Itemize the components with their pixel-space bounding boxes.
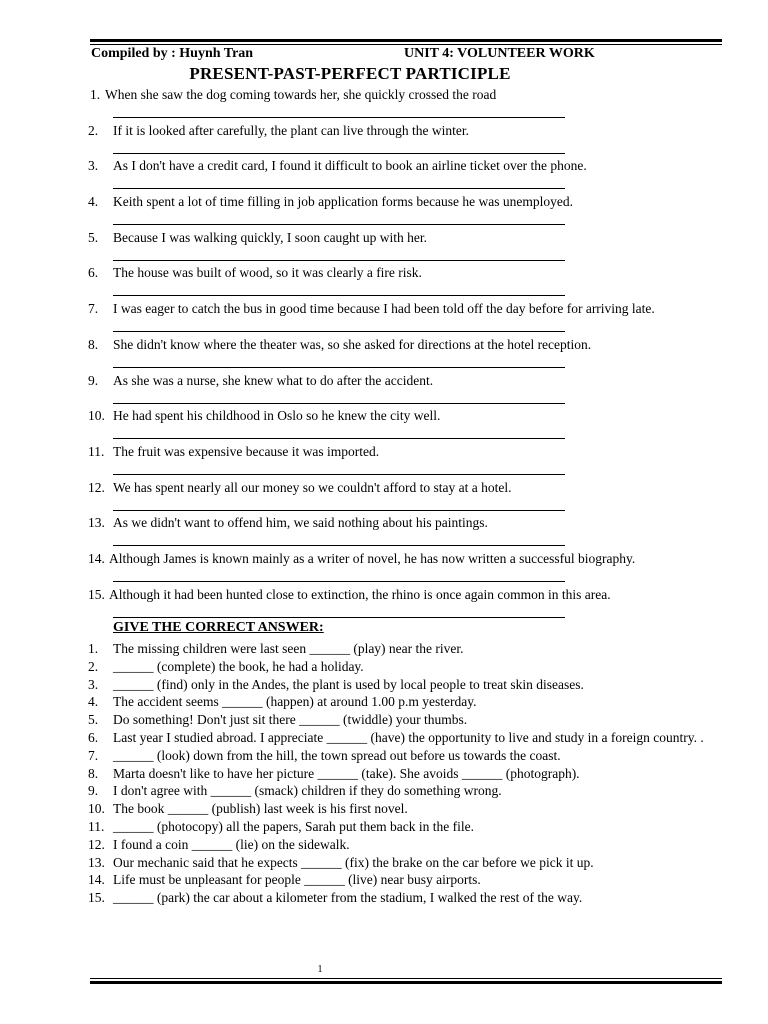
exercise-item — [88, 407, 728, 443]
item-sentence: She didn't know where the theater was, so she asked for directions at the hotel reception. — [113, 336, 592, 352]
item-sentence: The fruit was expensive because it was imported. — [113, 443, 380, 459]
answer-item — [88, 729, 710, 747]
item-sentence: The house was built of wood, so it was clearly a fire risk. — [113, 265, 422, 281]
item-sentence: Although it had been hunted close to extinction, the rhino is once again common in this area. — [109, 586, 611, 602]
exercise-item — [88, 86, 728, 122]
item-number: 12. — [88, 479, 105, 495]
bottom-rule-thin — [90, 978, 722, 979]
answer-line[interactable] — [113, 117, 565, 118]
item-sentence: The accident seems ______ (happen) at around 1.00 p.m yesterday. — [113, 694, 477, 710]
answer-line[interactable] — [113, 438, 565, 439]
item-number: 13. — [88, 515, 105, 531]
item-number: 2. — [88, 658, 99, 674]
item-number: 5. — [88, 712, 99, 728]
top-rule-thick — [90, 39, 722, 42]
answer-item — [88, 711, 710, 729]
item-sentence: Although James is known mainly as a writer of novel, he has now written a successful biography. — [109, 550, 636, 566]
item-number: 4. — [88, 694, 99, 710]
item-sentence: ______ (park) the car about a kilometer from the stadium, I walked the rest of the way. — [113, 890, 583, 906]
answer-line[interactable] — [113, 510, 565, 511]
item-number: 6. — [88, 265, 99, 281]
page-title: PRESENT-PAST-PERFECT PARTICIPLE — [189, 64, 511, 83]
item-sentence: Marta doesn't like to have her picture ______ (take). She avoids ______ (photograph). — [113, 765, 580, 781]
answer-item — [88, 676, 710, 694]
exercise-item — [88, 122, 728, 158]
unit-title: UNIT 4: VOLUNTEER WORK — [404, 46, 595, 61]
item-sentence: Our mechanic said that he expects ______ (fix) the brake on the car before we pick it up. — [113, 854, 594, 870]
answer-line[interactable] — [113, 474, 565, 475]
top-rule-thin — [90, 44, 722, 45]
item-number: 1. — [88, 641, 99, 656]
answer-line[interactable] — [113, 188, 565, 189]
item-sentence: Keith spent a lot of time filling in job application forms because he was unemployed. — [113, 194, 574, 210]
item-sentence: I was eager to catch the bus in good time because I had been told off the day before for arriving late. — [113, 301, 655, 317]
answer-item — [88, 658, 710, 676]
answer-line[interactable] — [113, 295, 565, 296]
exercise-item — [88, 157, 728, 193]
item-sentence: Life must be unpleasant for people ______ (live) near busy airports. — [113, 872, 481, 888]
item-number: 11. — [88, 818, 105, 834]
compiled-by: Compiled by : Huynh Tran — [91, 46, 254, 61]
answer-item — [88, 800, 710, 818]
answer-item — [88, 640, 710, 658]
answer-item — [88, 818, 710, 836]
exercise-item — [88, 300, 728, 336]
answer-line[interactable] — [113, 153, 565, 154]
item-number: 3. — [88, 676, 99, 692]
answer-line[interactable] — [113, 581, 565, 582]
item-number: 15. — [88, 586, 105, 602]
item-sentence: He had spent his childhood in Oslo so he knew the city well. — [113, 408, 441, 424]
page-number: 1 — [317, 964, 323, 975]
item-number: 11. — [88, 443, 105, 459]
item-sentence: When she saw the dog coming towards her, she quickly crossed the road — [105, 87, 497, 102]
exercise-item — [88, 550, 728, 586]
answer-item — [88, 765, 710, 783]
item-sentence: As she was a nurse, she knew what to do after the accident. — [113, 372, 434, 388]
item-number: 9. — [88, 783, 99, 799]
answer-line[interactable] — [113, 331, 565, 332]
item-number: 1. — [90, 87, 101, 102]
item-number: 14. — [88, 550, 105, 566]
item-number: 13. — [88, 854, 105, 870]
item-sentence: ______ (complete) the book, he had a holiday. — [113, 658, 364, 674]
exercise-item — [88, 372, 728, 408]
item-sentence: If it is looked after carefully, the plant can live through the winter. — [113, 122, 470, 138]
item-sentence: ______ (find) only in the Andes, the plant is used by local people to treat skin diseases. — [113, 676, 584, 692]
item-number: 10. — [88, 408, 105, 424]
item-number: 12. — [88, 836, 105, 852]
item-number: 3. — [88, 158, 99, 174]
answer-line[interactable] — [113, 260, 565, 261]
answer-line[interactable] — [113, 545, 565, 546]
item-number: 10. — [88, 801, 105, 817]
item-number: 15. — [88, 890, 105, 906]
exercise-item — [88, 586, 728, 622]
answer-line[interactable] — [113, 403, 565, 404]
answer-line[interactable] — [113, 224, 565, 225]
item-number: 4. — [88, 194, 99, 210]
exercise-item — [88, 443, 728, 479]
answer-item — [88, 889, 710, 907]
item-number: 14. — [88, 872, 105, 888]
item-sentence: As I don't have a credit card, I found it difficult to book an airline ticket over the phone. — [113, 158, 587, 174]
answer-line[interactable] — [113, 367, 565, 368]
answer-item — [88, 782, 710, 800]
exercise-item — [88, 514, 728, 550]
section-heading: GIVE THE CORRECT ANSWER: — [113, 620, 324, 635]
item-number: 8. — [88, 765, 99, 781]
item-sentence: I don't agree with ______ (smack) children if they do something wrong. — [113, 783, 502, 799]
answer-exercise-list — [88, 640, 710, 907]
item-sentence: I found a coin ______ (lie) on the sidewalk. — [113, 836, 350, 852]
item-sentence: The missing children were last seen ______ (play) near the river. — [113, 641, 464, 656]
exercise-item — [88, 479, 728, 515]
answer-item — [88, 747, 710, 765]
item-sentence: Because I was walking quickly, I soon caught up with her. — [113, 229, 428, 245]
rewrite-exercise-list — [88, 86, 728, 621]
answer-item — [88, 836, 710, 854]
bottom-rule-thick — [90, 981, 722, 984]
item-sentence: Do something! Don't just sit there ______ (twiddle) your thumbs. — [113, 712, 468, 728]
item-sentence: As we didn't want to offend him, we said nothing about his paintings. — [113, 515, 488, 531]
answer-item — [88, 854, 710, 872]
item-number: 6. — [88, 729, 99, 745]
item-sentence: We has spent nearly all our money so we couldn't afford to stay at a hotel. — [113, 479, 512, 495]
item-number: 7. — [88, 747, 99, 763]
item-sentence: ______ (look) down from the hill, the town spread out before us towards the coast. — [113, 747, 561, 763]
item-sentence: The book ______ (publish) last week is his first novel. — [113, 801, 408, 817]
item-sentence: Last year I studied abroad. I appreciate ______ (have) the opportunity to live and study in a foreign country. . — [113, 729, 704, 745]
item-number: 5. — [88, 229, 99, 245]
item-number: 2. — [88, 122, 99, 138]
exercise-item — [88, 193, 728, 229]
item-number: 7. — [88, 301, 99, 317]
item-number: 9. — [88, 372, 99, 388]
item-sentence: ______ (photocopy) all the papers, Sarah put them back in the file. — [113, 818, 475, 834]
exercise-item — [88, 336, 728, 372]
answer-item — [88, 693, 710, 711]
item-number: 8. — [88, 336, 99, 352]
answer-item — [88, 871, 710, 889]
exercise-item — [88, 229, 728, 265]
answer-line[interactable] — [113, 617, 565, 618]
exercise-item — [88, 264, 728, 300]
